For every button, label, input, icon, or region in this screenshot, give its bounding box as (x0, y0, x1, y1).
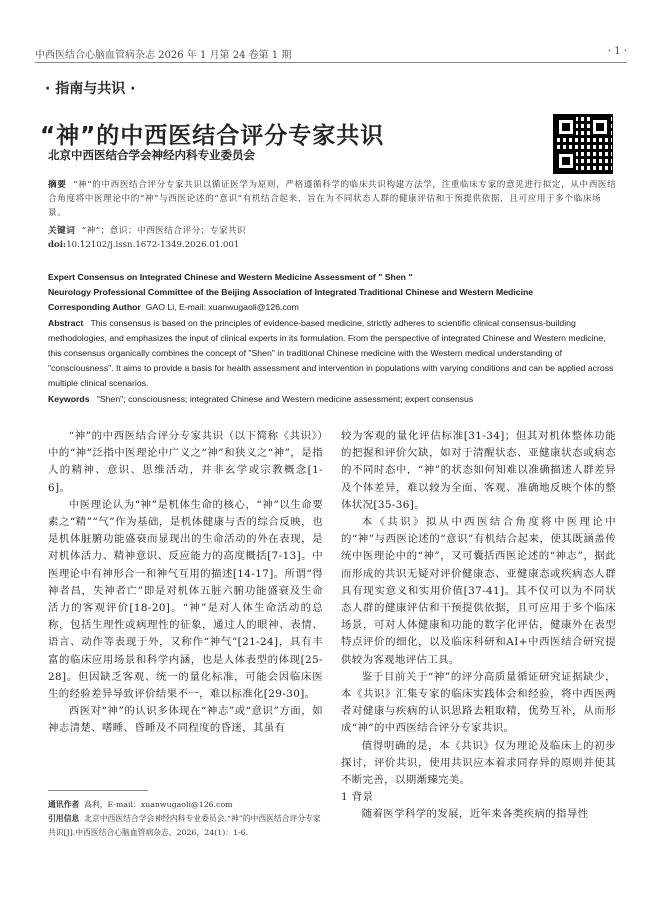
body-column-right (341, 428, 616, 824)
qr-code-icon (553, 114, 613, 174)
keywords-en-text: "Shen"; consciousness; integrated Chinese and Western medicine assessment; expert consensus (96, 393, 474, 404)
english-abstract-block (48, 270, 617, 407)
abstract-text: “神”的中西医结合评分专家共识以循证医学为原则，严格遵循科学的临床共识构建方法学，注重临床专家的意见进行拟定，从中西医结合角度将中医理论中的“神”与西医论述的“意识”有机结合起来，旨在为不同状态人群的健康评估和干预提供依据，且可应用于多个临床场景。 (48, 180, 617, 218)
footnote-label: 引用信息 (48, 814, 80, 823)
paragraph: 较为客观的量化评估标准[31-34]；但其对机体整体功能的把握和评价欠缺，如对于清醒状态、亚健康状态或病态的不同时态中，“神”的状态如何知难以准确描述人群差异及个体差异，难以较为全面、客观、准确地反映个体的整体状况[35-36]。 (341, 430, 616, 511)
abstract-cn (48, 178, 617, 220)
body-column-left (48, 428, 323, 738)
footnote-text: 高利，E-mail：xuanwugaoli@126.com (84, 800, 233, 809)
doi (48, 240, 239, 250)
footnotes (48, 798, 323, 840)
paragraph: 本《共识》拟从中西医结合角度将中医理论中的“神”与西医论述的“意识”有机结合起来，使其既涵盖传统中医理论中的“神”，又可囊括西医论述的“神志”，据此而形成的共识无疑对评价健康态、亚健康态或疾病态人群具有现实意义和实用价值[37-41]。其不仅可以为不同状态人群的健康评估和干预提供依据，且可应用于多个临床场景，可对人体健康和功能的数字化评估，健康外在表型特点评价的细化，以及临床科研和AI+中西医结合研究提供较为客观地评估工具。 (341, 516, 616, 666)
paragraph: “神”的中西医结合评分专家共识（以下简称《共识》）中的“神”泛指中医理论中广义之“神”和狭义之“神”，是指人的精神、意识、思维活动，并非玄学或宗教概念[1-6]。 (48, 430, 323, 494)
paragraph: 值得明确的是，本《共识》仅为理论及临床上的初步探讨，评价共识，使用共识应本着求同存异的原则并使其不断完善，以期渐臻完美。 (341, 739, 616, 787)
abstract-label: 摘要 (48, 180, 67, 190)
keywords-label: 关键词 (48, 226, 76, 236)
page-number: · 1 · (607, 46, 627, 57)
doi-label: doi: (48, 240, 67, 250)
english-org: Neurology Professional Committee of the Beijing Association of Integrated Traditional Chinese and Western Medicine (48, 287, 534, 298)
doi-link[interactable]: 10.12102/j.issn.1672-1349.2026.01.001 (66, 240, 240, 250)
english-title: Expert Consensus on Integrated Chinese and Western Medicine Assessment of " Shen " (48, 272, 413, 282)
journal-header: 中西医结合心脑血管病杂志 2026 年 1 月第 24 卷第 1 期 (35, 50, 292, 61)
paragraph: 随着医学科学的发展，近年来各类疾病的指导性 (361, 808, 589, 821)
section-label: · 指南与共识 · (45, 81, 136, 97)
corr-text: GAO Li, E-mail: xuanwugaoli@126.com (145, 302, 299, 313)
abstract-en-text: This consensus is based on the principles of evidence-based medicine, strictly adheres to scientific clinical consensus-building methodologies, and emphasizes the input of clinical experts in its formulation. From the perspective of integrated Chinese and Western medicine, this consensus organically combines the concept of "Shen" in traditional Chinese medicine with the Western medical understanding of "consciousness". It aims to provide a basis for health assessment and intervention in populations with varying conditions and can be applied across multiple clinical scenarios. (48, 317, 614, 389)
authors: 北京中西医结合学会神经内科专业委员会 (48, 148, 255, 162)
article-title: “神”的中西医结合评分专家共识 (40, 123, 385, 149)
paragraph: 中医理论认为“神”是机体生命的核心，“神”以生命要素之“精”“气”作为基础，是机体健康与否的综合反映，也是机体脏腑功能盛衰而显现出的生命活动的外在表现，是对机体活力、精神意识、反应能力的高度概括[7-13]。中医理论中有神形合一和神气互用的描述[14-17]。所谓“得神者昌，失神者亡”即是对机体五脏六腑功能盛衰及生命活力的客观评价[18-20]。“神”是对人体生命活动的总称，包括生理性或病理性的征象，通过人的眼神、表情、语言、动作等表现于外，又称作“神气”[21-24]，具有丰富的临床应用场景和科学内涵，也是人体表型的体现[25-28]。但因缺乏客观、统一的量化标准，可能会因临床医生的经验差异导致评价结果不一，难以标准化[29-30]。 (48, 498, 323, 701)
keywords-text: “神”；意识；中西医结合评分；专家共识 (81, 226, 247, 236)
header-divider (35, 62, 627, 63)
abstract-en-label: Abstract (48, 317, 84, 328)
corr-label: Corresponding Author (48, 302, 141, 313)
footnote-divider (48, 790, 148, 791)
footnote-text: 北京中西医结合学会神经内科专业委员会.“神”的中西医结合评分专家共识[J].中西医结合心脑血管病杂志，2026，24(1)：1-6. (48, 814, 321, 837)
paragraph: 鉴于目前关于“神”的评分高质量循证研究证据缺少，本《共识》汇集专家的临床实践体会和经验，将中西医两者对健康与疾病的认识思路去粗取精，优势互补，从而形成“神”的中西医结合评分专家共识。 (341, 670, 616, 735)
running-header (35, 40, 627, 61)
keywords-cn (48, 224, 246, 236)
keywords-en-label: Keywords (48, 393, 90, 404)
footnote-label: 通讯作者 (48, 800, 80, 809)
paragraph: 西医对“神”的认识多体现在“神志”或“意识”方面，如神志清楚、嗜睡、昏睡及不同程度的昏迷，其虽有 (48, 705, 323, 735)
section-heading: 1 背景 (341, 791, 374, 804)
